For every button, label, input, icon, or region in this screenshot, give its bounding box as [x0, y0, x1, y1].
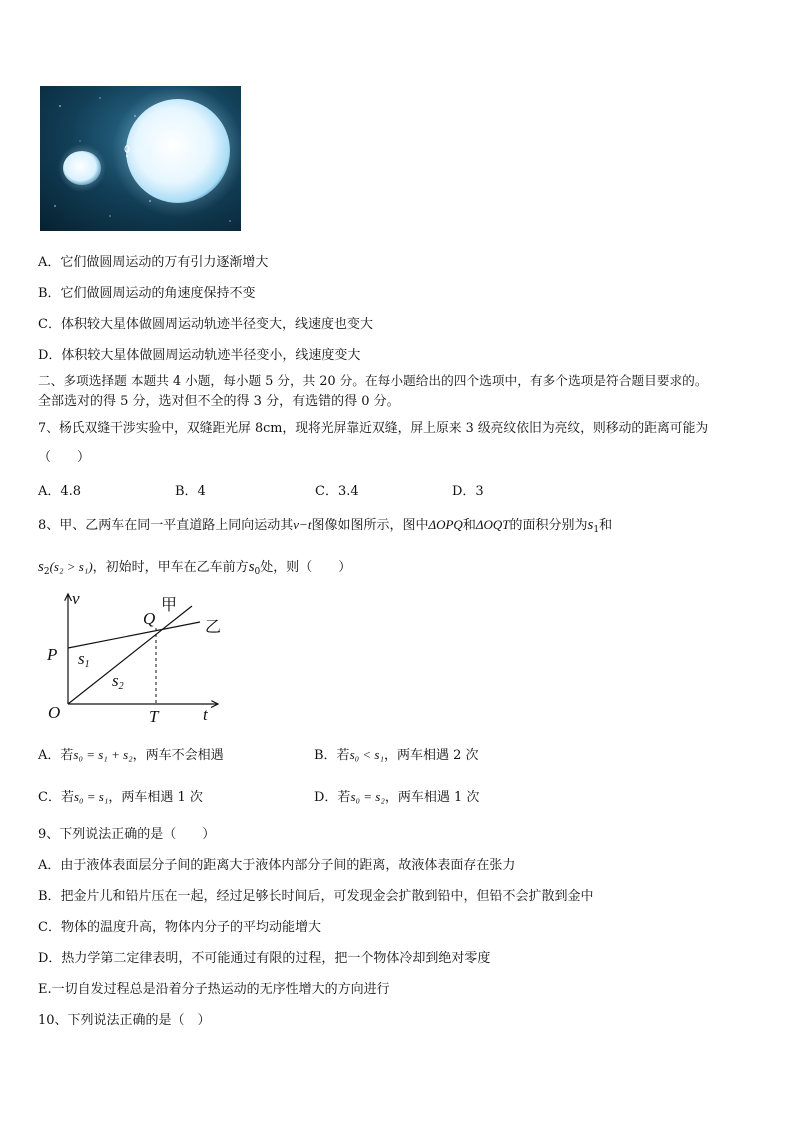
- q10-stem: 10、下列说法正确的是（ ）: [38, 1013, 211, 1028]
- q8-option-c-math: s₀ = s₁: [73, 789, 109, 804]
- q8-option-d-suffix: ，两车相遇 1 次: [384, 790, 480, 805]
- label-yi: 乙: [205, 617, 222, 636]
- q8-s0-subscript: 0: [254, 567, 261, 577]
- q9-option-e: E.一切自发过程总是沿着分子热运动的无序性增大的方向进行: [38, 982, 390, 997]
- q7-option-a: A．4.8: [38, 484, 82, 499]
- section2-heading-line2: 全部选对的得 5 分，选对但不全的得 3 分，有选错的得 0 分。: [38, 394, 400, 409]
- q8-option-d-math: s₀ = s₂: [350, 789, 385, 804]
- q8-line2-end: 处，则（ ）: [260, 560, 352, 575]
- label-s2-subscript: 2: [118, 681, 124, 692]
- q8-option-b-prefix: B．若: [314, 748, 350, 763]
- q9-option-d: D．热力学第二定律表明，不可能通过有限的过程，把一个物体冷却到绝对零度: [38, 951, 491, 966]
- q6-option-a: A．它们做圆周运动的万有引力逐渐增大: [38, 255, 269, 270]
- label-o: O: [48, 703, 61, 722]
- label-s1-symbol: s: [78, 649, 85, 668]
- binary-star-image: [40, 86, 241, 231]
- section2-heading-line1: 二、多项选择题 本题共 4 小题，每小题 5 分，共 20 分。在每小题给出的四个选项中，有多个选项是符合题目要求的。: [38, 373, 708, 388]
- q8-stem-line1: [38, 514, 612, 535]
- q8-option-c-prefix: C．若: [38, 790, 74, 805]
- q8-and: 和: [462, 518, 476, 533]
- q9-stem: 9、下列说法正确的是（ ）: [38, 827, 216, 842]
- line-yi: [68, 622, 200, 648]
- q8-stem-part-d: 和: [599, 518, 613, 533]
- q6-option-b: B．它们做圆周运动的角速度保持不变: [38, 286, 256, 301]
- q6-option-d: D．体积较大星体做圆周运动轨迹半径变小，线速度变大: [38, 348, 361, 363]
- q8-s1-symbol: s: [587, 517, 594, 533]
- q8-s1-subscript: 1: [593, 525, 600, 535]
- q9-option-a: A．由于液体表面层分子间的距离大于液体内部分子间的距离，故液体表面存在张力: [38, 858, 516, 873]
- q8-option-a-math: s₀ = s₁ + s₂: [73, 747, 133, 762]
- q6-option-c: C．体积较大星体做圆周运动轨迹半径变大，线速度也变大: [38, 317, 373, 332]
- q8-s2-subscript: 2: [43, 567, 50, 577]
- q8-option-a: [38, 744, 224, 763]
- q8-option-b-suffix: ，两车相遇 2 次: [384, 748, 479, 763]
- label-s1: [78, 649, 90, 670]
- q8-option-a-suffix: ，两车不会相遇: [132, 748, 224, 763]
- q8-triangle-oqt: ΔOQT: [475, 517, 510, 532]
- q7-option-d: D．3: [452, 484, 484, 499]
- q8-stem-line2: [38, 556, 351, 577]
- line-jia: [68, 606, 192, 704]
- q8-line2-text: ，初始时，甲车在乙车前方: [92, 560, 249, 575]
- q9-option-b: B．把金片儿和铅片压在一起，经过足够长时间后，可发现金会扩散到铅中，但铅不会扩散到金中: [38, 889, 594, 904]
- q8-option-b: [314, 744, 479, 763]
- center-dot: [126, 155, 128, 157]
- vt-graph: [40, 588, 230, 728]
- q9-option-c: C．物体的温度升高，物体内分子的平均动能增大: [38, 920, 321, 935]
- label-p: P: [47, 645, 58, 664]
- q8-stem-part-b: 图像如图所示，图中: [311, 518, 429, 533]
- q8-condition: (s₂ > s₁): [49, 559, 93, 574]
- q8-option-d: [314, 786, 479, 805]
- q8-triangle-opq: ΔOPQ: [428, 517, 463, 532]
- label-jia: 甲: [161, 595, 178, 614]
- q8-option-c: [38, 786, 203, 805]
- q7-answer-paren: （ ）: [38, 450, 91, 465]
- small-star: [63, 151, 101, 185]
- label-v: v: [72, 589, 80, 608]
- q8-s0-symbol: s: [248, 559, 255, 575]
- q8-option-a-prefix: A．若: [38, 748, 74, 763]
- q8-vt-symbol: v−t: [293, 517, 312, 532]
- q8-option-c-suffix: ，两车相遇 1 次: [108, 790, 203, 805]
- q7-option-c: C．3.4: [315, 484, 359, 499]
- label-s2-symbol: s: [112, 671, 119, 690]
- label-s1-subscript: 1: [84, 659, 90, 670]
- q8-option-b-math: s₀ < s₁: [349, 747, 384, 762]
- q8-stem-part-c: 的面积分别为: [509, 518, 588, 533]
- q8-option-d-prefix: D．若: [314, 790, 351, 805]
- label-t: t: [203, 705, 208, 724]
- q7-option-b: B．4: [175, 484, 206, 499]
- label-t-point: T: [149, 707, 159, 726]
- q8-stem-part-a: 8、甲、乙两车在同一平直道路上同向运动其: [38, 518, 294, 533]
- label-q: Q: [143, 609, 156, 628]
- q8-s2-symbol: s: [38, 559, 44, 575]
- label-s2: [112, 671, 124, 692]
- q7-stem: 7、杨氏双缝干涉实验中，双缝距光屏 8cm，现将光屏靠近双缝，屏上原来 3 级亮纹依旧为亮纹，则移动的距离可能为: [38, 421, 709, 436]
